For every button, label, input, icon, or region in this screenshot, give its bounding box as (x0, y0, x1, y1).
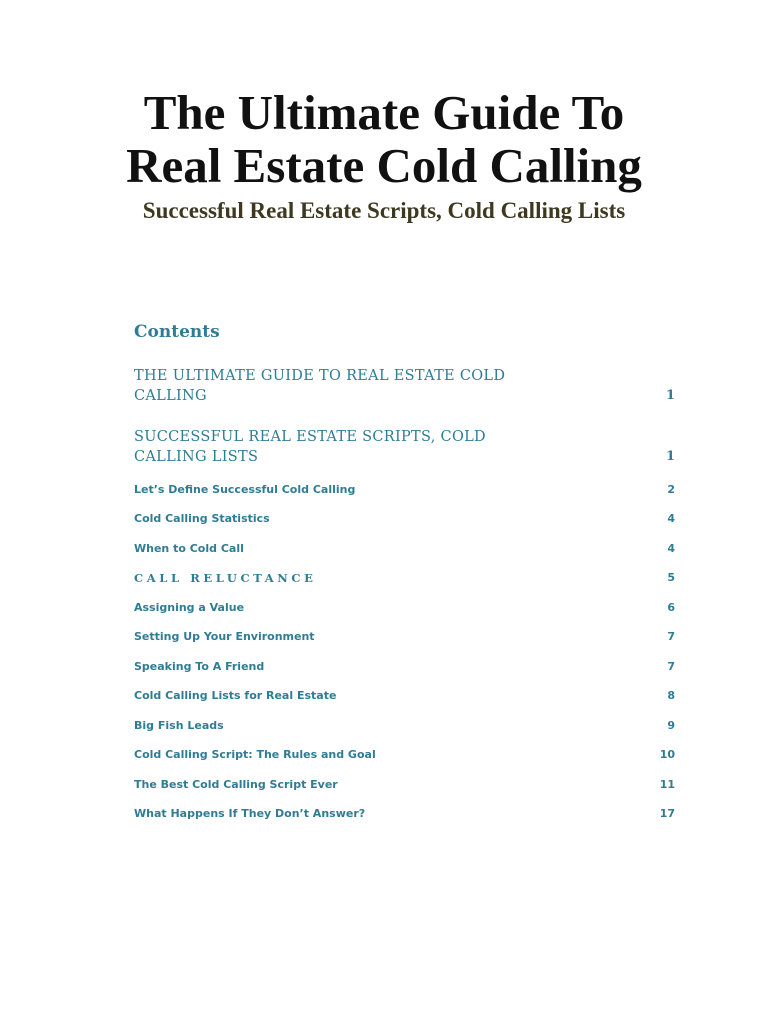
toc-entry-page: 7 (667, 660, 675, 673)
toc-entry-label: Big Fish Leads (134, 719, 224, 732)
toc-entry-page: 7 (667, 630, 675, 643)
contents-heading: Contents (134, 322, 220, 342)
toc-entry-label: The Best Cold Calling Script Ever (134, 778, 338, 791)
toc-entry-page: 8 (667, 689, 675, 702)
toc-entry-page: 10 (659, 748, 675, 761)
toc-entry-page: 1 (665, 449, 675, 464)
toc-entry-label: Assigning a Value (134, 601, 245, 614)
toc-entry-page: 4 (667, 512, 675, 525)
toc-entry-label: Cold Calling Statistics (134, 512, 270, 525)
title-line-1: The Ultimate Guide To (143, 85, 625, 140)
toc-entry-page: 11 (659, 778, 675, 791)
toc-entry-label: SUCCESSFUL REAL ESTATE SCRIPTS, COLD CALLING LISTS (134, 429, 486, 465)
toc-entry-page: 5 (667, 571, 675, 584)
toc-entry-label: Setting Up Your Environment (134, 630, 315, 643)
toc-entry-label: THE ULTIMATE GUIDE TO REAL ESTATE COLD CALLING (134, 368, 506, 404)
toc-entry-page: 6 (667, 601, 675, 614)
toc-entry-page: 2 (667, 483, 675, 496)
toc-entry-label: CALL RELUCTANCE (134, 571, 317, 585)
toc-entry-page: 1 (665, 388, 675, 403)
toc-entry-label: When to Cold Call (134, 542, 244, 555)
document-subtitle: Successful Real Estate Scripts, Cold Calling Lists (142, 198, 626, 223)
toc-entry-label: Speaking To A Friend (134, 660, 265, 673)
toc-entry-page: 9 (667, 719, 675, 732)
toc-entry-label: Cold Calling Script: The Rules and Goal (134, 748, 376, 761)
toc-entry-label: What Happens If They Don’t Answer? (134, 807, 366, 820)
toc-entry-label: Let’s Define Successful Cold Calling (134, 483, 356, 496)
toc-entry-page: 17 (659, 807, 675, 820)
toc-entry-label: Cold Calling Lists for Real Estate (134, 689, 337, 702)
title-line-2: Real Estate Cold Calling (126, 138, 642, 193)
toc-entry-page: 4 (667, 542, 675, 555)
